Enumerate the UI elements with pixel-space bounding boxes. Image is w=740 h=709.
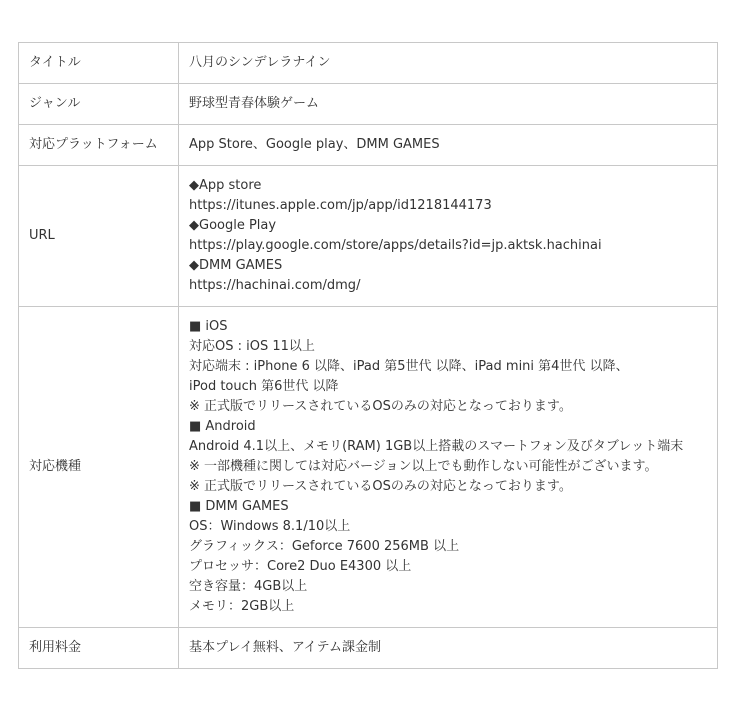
value-line: ※ 一部機種に関しては対応バージョン以上でも動作しない可能性がございます。 xyxy=(189,459,658,474)
row-value xyxy=(179,166,718,307)
row-value xyxy=(179,307,718,628)
table-row-title xyxy=(19,43,718,84)
value-line: ※ 正式版でリリースされているOSのみの対応となっております。 xyxy=(189,479,572,494)
dmm-games-link[interactable]: https://hachinai.com/dmg/ xyxy=(189,278,361,293)
row-value xyxy=(179,84,718,125)
store-heading-dmm-games: ◆DMM GAMES xyxy=(189,258,283,273)
row-label: ジャンル xyxy=(19,84,179,125)
row-value xyxy=(179,125,718,166)
value-line: グラフィックス：Geforce 7600 256MB 以上 xyxy=(189,539,460,554)
value-line: 基本プレイ無料、アイテム課金制 xyxy=(189,640,382,655)
value-line: 八月のシンデレラナイン xyxy=(189,55,331,70)
table-row-devices xyxy=(19,307,718,628)
value-line: 空き容量：4GB以上 xyxy=(189,579,308,594)
row-label: 対応機種 xyxy=(19,307,179,628)
row-label: タイトル xyxy=(19,43,179,84)
table-row-url xyxy=(19,166,718,307)
table-row-platforms xyxy=(19,125,718,166)
google-play-link[interactable]: https://play.google.com/store/apps/details?id=jp.aktsk.hachinai xyxy=(189,238,602,253)
store-heading-google-play: ◆Google Play xyxy=(189,218,277,233)
store-heading-app-store: ◆App store xyxy=(189,178,262,193)
value-line: メモリ：2GB以上 xyxy=(189,599,295,614)
value-line: ■ iOS xyxy=(189,319,228,334)
value-line: 野球型青春体験ゲーム xyxy=(189,96,320,111)
value-line: ■ DMM GAMES xyxy=(189,499,289,514)
value-line: ■ Android xyxy=(189,419,256,434)
app-store-link[interactable]: https://itunes.apple.com/jp/app/id1218144173 xyxy=(189,198,492,213)
row-label: URL xyxy=(19,166,179,307)
row-value xyxy=(179,628,718,669)
row-label: 対応プラットフォーム xyxy=(19,125,179,166)
value-line: OS：Windows 8.1/10以上 xyxy=(189,519,351,534)
value-line: プロセッサ：Core2 Duo E4300 以上 xyxy=(189,559,412,574)
row-value xyxy=(179,43,718,84)
table-row-genre xyxy=(19,84,718,125)
value-line: 対応OS : iOS 11以上 xyxy=(189,339,315,354)
row-label: 利用料金 xyxy=(19,628,179,669)
value-line: 対応端末 : iPhone 6 以降、iPad 第5世代 以降、iPad mini 第4世代 以降、 xyxy=(189,359,629,374)
value-line: App Store、Google play、DMM GAMES xyxy=(189,137,440,152)
value-line: Android 4.1以上、メモリ(RAM) 1GB以上搭載のスマートフォン及びタブレット端末 xyxy=(189,439,684,454)
value-line: ※ 正式版でリリースされているOSのみの対応となっております。 xyxy=(189,399,572,414)
table-row-pricing xyxy=(19,628,718,669)
value-line: iPod touch 第6世代 以降 xyxy=(189,379,339,394)
game-spec-table xyxy=(18,42,718,669)
